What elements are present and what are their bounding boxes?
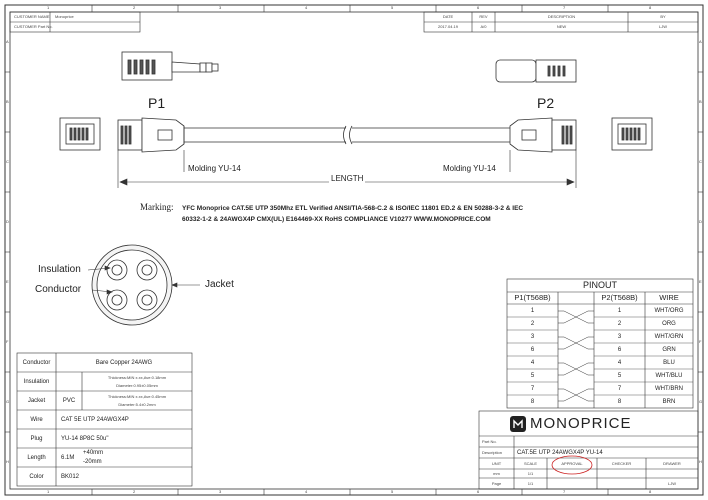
conductor-label: Conductor [35,284,82,295]
spec-note: Thickness:MIN x.xx,Ave:0.45mm [107,393,167,399]
spec-tolerance-minus: -20mm [83,459,102,465]
unit-header-scale: SCALE [523,460,538,466]
spec-label: Length [27,454,46,461]
pinout-p1-pin: 1 [530,307,535,314]
length-label: LENGTH [331,174,364,183]
border-row-d-right: D [699,219,702,224]
rev-header-by: BY [660,14,666,19]
pinout-p2-pin: 1 [617,307,622,314]
spec-label: Wire [30,416,43,423]
spec-value: 6.1M [61,454,75,461]
customer-part-label: CUSTOMER Part No. [14,24,53,29]
border-col-1: 1 [47,5,50,10]
marking-line-1: YFC Monoprice CAT.5E UTP 350Mhz ETL Verified ANSI/TIA-568-C.2 & ISO/IEC 11801 ED.2 & EN 50288-3-2 & IEC [182,205,524,212]
checker-value [597,469,646,478]
border-col-8-bottom: 8 [649,489,652,494]
spec-value: CAT 5E UTP 24AWGX4P [61,416,129,423]
border-col-5-bottom: 5 [391,489,394,494]
customer-name-label: CUSTOMER NAME [14,14,50,19]
border-row-a-right: A [699,39,702,44]
border-row-g-right: G [699,399,703,404]
border-col-2: 2 [133,5,136,10]
part-no-value [514,436,698,447]
spec-note: Thickness:MIN x.xx,Ave:0.18mm [107,374,167,380]
pinout-wire-color: BLU [663,359,675,366]
rev-description: NEW [556,24,567,29]
insulation-label: Insulation [38,264,81,275]
spec-label: Conductor [22,359,51,366]
border-row-f-right: F [699,339,702,344]
border-row-h-right: H [699,459,702,464]
pinout-p1-pin: 5 [530,372,535,379]
unit-header-unit: UNIT [491,460,502,466]
unit-header-checker: CHECKER [611,460,632,466]
rev-header-rev: REV [479,14,488,19]
border-col-3-bottom: 3 [219,489,222,494]
pinout-p1-pin: 3 [530,333,535,340]
border-col-7-bottom: 7 [563,489,566,494]
border-row-f: F [6,339,9,344]
rev-header-date: DATE [442,14,454,19]
pinout-p2-pin: 3 [617,333,622,340]
pinout-wire-color: ORG [662,320,676,327]
approval-value [547,469,597,478]
marking-label: Marking: [140,202,174,212]
spec-note: Diameter:0.95±0.05mm [116,382,158,388]
rev-rev: A/0 [480,24,487,29]
pinout-p1-pin: 8 [530,398,535,405]
pinout-header-wire: WIRE [659,293,679,303]
border-row-b: B [6,99,9,104]
rev-date: 2017.04.19 [437,24,459,29]
spec-value: PVC [62,397,76,404]
spec-value [56,372,82,391]
border-col-4-bottom: 4 [305,489,308,494]
pinout-p1-pin: 7 [530,385,535,392]
spec-label: Jacket [27,397,46,404]
border-row-e: E [6,279,9,284]
border-col-7: 7 [563,5,566,10]
customer-name-value: Monoprice [55,14,74,19]
pinout-wire-color: GRN [662,346,676,353]
pinout-header-p2: P2(T568B) [601,293,638,303]
description-label: Description [482,449,503,455]
pinout-p2-pin: 5 [617,372,622,379]
spec-label: Color [29,473,44,480]
page-value: 1/1 [527,480,534,486]
border-row-e-right: E [699,279,702,284]
border-row-c: C [6,159,9,164]
border-col-5: 5 [391,5,394,10]
p2-label: P2 [537,95,555,111]
border-row-a: A [6,39,9,44]
pinout-wire-color: WHT/BLU [655,372,683,379]
rev-by: LJW [659,24,667,29]
border-row-h: H [6,459,9,464]
rev-header-description: DESCRIPTION [547,14,576,19]
border-col-4: 4 [305,5,308,10]
border-row-b-right: B [699,99,702,104]
pinout-header-p1: P1(T568B) [514,293,551,303]
border-row-d: D [6,219,9,224]
pinout-title: PINOUT [582,280,617,290]
border-col-6: 6 [477,5,480,10]
border-row-c-right: C [699,159,702,164]
border-row-g: G [6,399,10,404]
unit-value: mm [493,470,500,476]
pinout-p1-pin: 6 [530,346,535,353]
scale-value: 1/1 [527,470,534,476]
marking-line-2: 60332-1-2 & 24AWGX4P CMX(UL) E164469-XX RoHS COMPLIANCE V10277 WWW.MONOPRICE.COM [182,216,491,223]
spec-tolerance-plus: +40mm [83,450,104,456]
pinout-p2-pin: 2 [617,320,622,327]
spec-value: Bare Copper 24AWG [95,359,153,366]
pinout-p2-pin: 8 [617,398,622,405]
pinout-p1-pin: 4 [530,359,535,366]
pinout-wire-color: WHT/ORG [654,307,684,314]
pinout-p2-pin: 6 [617,346,622,353]
border-col-1-bottom: 1 [47,489,50,494]
part-no-label: Part No. [482,438,497,444]
spec-value: YU-14 8P8C 50u" [61,435,109,442]
border-col-2-bottom: 2 [133,489,136,494]
border-col-3: 3 [219,5,222,10]
pinout-p2-pin: 4 [617,359,622,366]
pinout-p1-pin: 2 [530,320,535,327]
pinout-wire-color: WHT/BRN [655,385,683,392]
drawer-value: LJW [668,480,676,486]
monoprice-logo-mark [510,416,526,432]
molding-left-label: Molding YU-14 [188,164,241,173]
unit-header-drawer: DRAWER [663,460,681,466]
border-col-8: 8 [649,5,652,10]
molding-right-label: Molding YU-14 [443,164,496,173]
pinout-wire-color: WHT/GRN [654,333,684,340]
unit-header-approval: APPROVAL [561,460,583,466]
pinout-wire-color: BRN [662,398,676,405]
spec-label: Plug [30,435,43,442]
jacket-label: Jacket [205,279,234,290]
p1-label: P1 [148,95,166,111]
spec-note: Diameter:5.4±0.2mm [118,401,156,407]
pinout-p2-pin: 7 [617,385,622,392]
description-value: CAT.5E UTP 24AWGX4P YU-14 [517,449,603,456]
spec-value: BK012 [61,473,80,480]
border-col-6-bottom: 6 [477,489,480,494]
spec-label: Insulation [23,378,50,385]
brand-name: MONOPRICE [530,415,632,432]
page-label: Page [491,480,502,486]
